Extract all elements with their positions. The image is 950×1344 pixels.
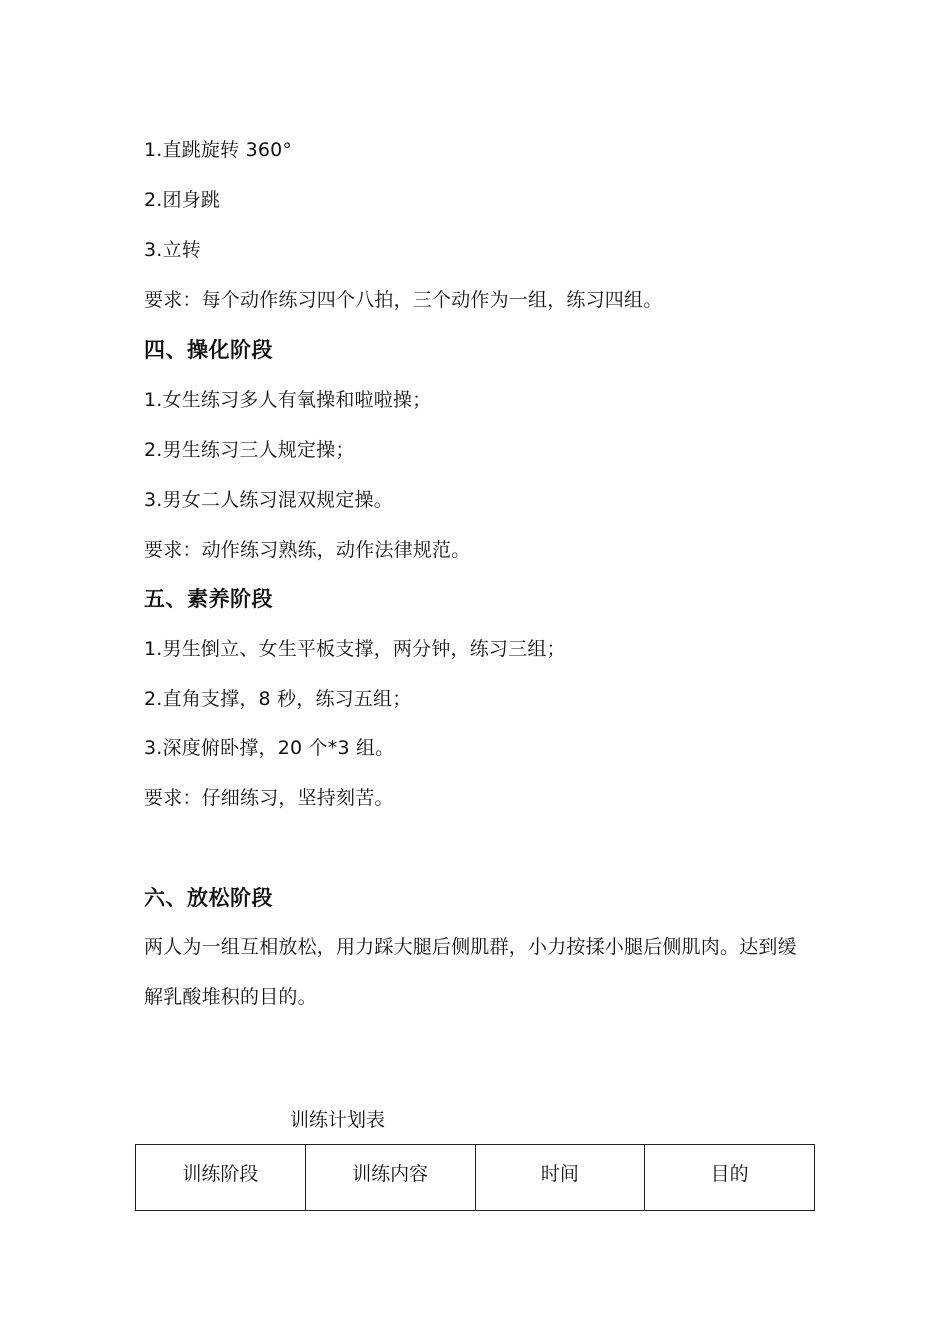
paragraph-line: 两人为一组互相放松，用力踩大腿后侧肌群，小力按揉小腿后侧肌肉。达到缓 <box>144 936 797 958</box>
requirement-text: 要求：动作练习熟练，动作法律规范。 <box>144 539 471 561</box>
table-header-row <box>136 1145 815 1211</box>
column-header-purpose: 目的 <box>645 1145 815 1211</box>
list-item: 1.直跳旋转 360° <box>144 139 293 161</box>
list-item: 1.女生练习多人有氧操和啦啦操； <box>144 389 432 411</box>
requirement-text: 要求：仔细练习，坚持刻苦。 <box>144 787 394 809</box>
section-heading-relaxation: 六、放松阶段 <box>144 886 273 910</box>
requirement-text: 要求：每个动作练习四个八拍，三个动作为一组，练习四组。 <box>144 289 663 311</box>
list-item: 2.团身跳 <box>144 189 221 211</box>
list-item: 3.男女二人练习混双规定操。 <box>144 489 393 511</box>
list-item: 3.立转 <box>144 239 201 261</box>
paragraph-line: 解乳酸堆积的目的。 <box>144 986 317 1008</box>
section-heading-fitness: 五、素养阶段 <box>144 587 273 611</box>
column-header-time: 时间 <box>475 1145 645 1211</box>
table-caption: 训练计划表 <box>290 1109 386 1131</box>
training-plan-table <box>135 1144 815 1211</box>
column-header-content: 训练内容 <box>305 1145 475 1211</box>
column-header-stage: 训练阶段 <box>136 1145 306 1211</box>
list-item: 3.深度俯卧撑，20 个*3 组。 <box>144 737 395 759</box>
list-item: 2.直角支撑，8 秒，练习五组； <box>144 688 412 710</box>
list-item: 2.男生练习三人规定操； <box>144 439 355 461</box>
list-item: 1.男生倒立、女生平板支撑，两分钟，练习三组； <box>144 638 566 660</box>
section-heading-aerobics: 四、操化阶段 <box>144 338 273 362</box>
